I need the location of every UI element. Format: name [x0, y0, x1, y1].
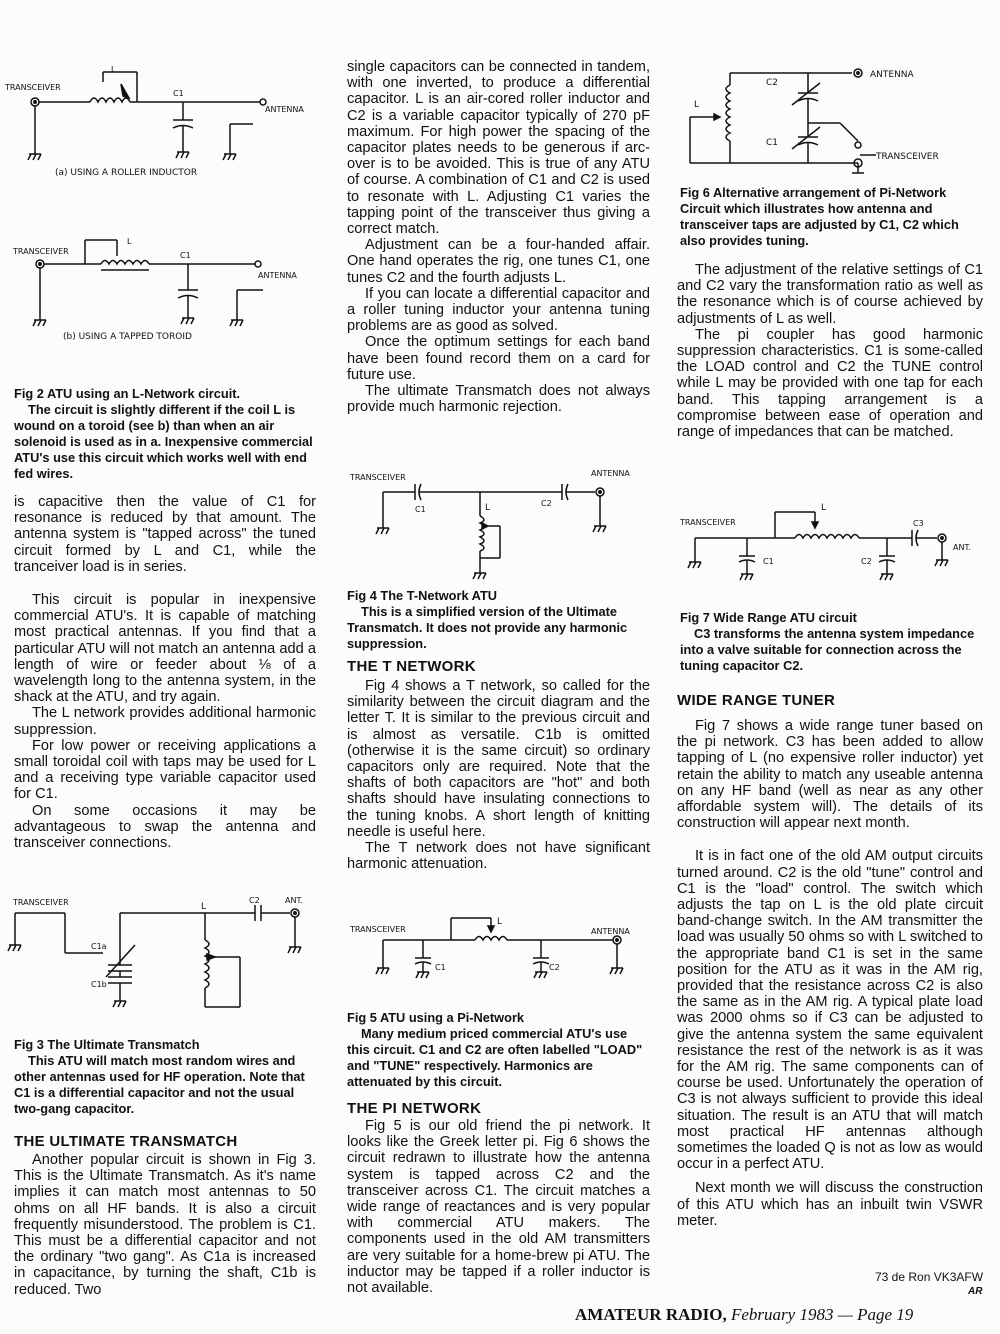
signature: 73 de Ron VK3AFW — [875, 1270, 984, 1284]
fig3-l-label: L — [201, 902, 207, 912]
ar-mark: AR — [968, 1286, 983, 1297]
paragraph: Next month we will discuss the construction of this ATU which has an inbuilt twin VSWR meter. — [677, 1180, 983, 1229]
fig3-ant-label: ANT. — [285, 896, 303, 905]
fig5-c2-label: C2 — [549, 963, 560, 972]
fig7-body: C3 transforms the antenna system impedance into a valve suitable for connection across the tuning capacitor C2. — [680, 626, 975, 673]
fig2b-l-label: L — [127, 237, 132, 246]
fig3-transceiver-label: TRANSCEIVER — [13, 898, 69, 907]
fig4-body: This is a simplified version of the Ultimate Transmatch. It does not provide any harmonic suppression. — [347, 604, 628, 651]
fig3-title: Fig 3 The Ultimate Transmatch — [14, 1037, 200, 1052]
fig5-c1-label: C1 — [435, 963, 446, 972]
wide-text — [677, 718, 983, 1229]
fig5-l-label: L — [497, 917, 503, 927]
fig4-c1-label: C1 — [415, 505, 426, 514]
paragraph: Fig 4 shows a T network, so called for the similarity between the circuit diagram and the letter T. It is similar to the previous circuit and is almost as versatile. C1b is omitted (otherwise it is the same circuit) so ordinary capacitors only are required. Note that the shafts of both capacitors are "hot" and both shafts should have insulating connections to the tuning knobs. A short length of knitting needle is useful here. — [347, 678, 650, 840]
fig7-transceiver-label: TRANSCEIVER — [680, 518, 736, 527]
paragraph: The ultimate Transmatch does not always provide much harmonic rejection. — [347, 383, 650, 416]
fig5-title: Fig 5 ATU using a Pi-Network — [347, 1010, 525, 1025]
paragraph: is capacitive then the value of C1 for resonance is reduced by that amount. The antenna system is "tapped across" the tuned circuit formed by L and C1, while the tranceiver load is in series. — [14, 494, 316, 575]
ultimate-text — [14, 1152, 316, 1298]
col1-text — [14, 494, 316, 851]
fig2a-c1-label: C1 — [173, 89, 184, 98]
fig6-l-label: L — [694, 100, 700, 110]
fig3-c1a-label: C1a — [91, 942, 107, 951]
fig6-diagram — [680, 55, 990, 180]
fig4-title: Fig 4 The T-Network ATU — [347, 588, 498, 603]
paragraph: The pi coupler has good harmonic suppression characteristics. C1 is some-called the LOAD control and C2 the TUNE control while L may be provided with one tap for each band. This tapping arrangement is a compromise between ease of operation and range of impedances that can be matched. — [677, 326, 983, 441]
paragraph: This circuit is popular in inexpensive commercial ATU's. It is capable of matching most practical antennas. If you find that a particular ATU will not match an antenna add a length of wire or feeder about ⅛ of a wavelength long to the antenna system, in the shack at the ATU, and try again. — [14, 592, 316, 706]
fig2b-c1-label: C1 — [180, 251, 191, 260]
paragraph: The L network provides additional harmonic suppression. — [14, 705, 316, 738]
fig5-diagram — [345, 912, 645, 990]
fig6-title: Fig 6 Alternative arrangement of Pi-Network — [680, 185, 947, 200]
pinet-heading: THE PI NETWORK — [347, 1100, 482, 1117]
fig3-c2-label: C2 — [249, 896, 260, 905]
fig4-l-label: L — [485, 503, 491, 513]
fig7-title: Fig 7 Wide Range ATU circuit — [680, 610, 857, 625]
fig2-title: Fig 2 ATU using an L-Network circuit. — [14, 386, 241, 401]
fig2-caption — [14, 386, 316, 482]
fig7-c2-label: C2 — [861, 557, 872, 566]
fig4-c2-label: C2 — [541, 499, 552, 508]
fig2-body: The circuit is slightly different if the coil L is wound on a toroid (see b) than when an air solenoid is used as in a. Inexpensive commercial ATU's use this circuit which works well with end fed wires. — [14, 402, 313, 481]
paragraph: Fig 5 is our old friend the pi network. It looks like the Greek letter pi. Fig 6 shows the circuit redrawn to illustrate how the antenna system is tapped across C2 and the transceiver across C1. The circuit matches a wide range of reactances and is very popular with commercial ATU makers. The components used in the old AM transmitters are very suitable for a home-brew pi ATU. The inductor may be tapped if a roller inductor is not available. — [347, 1118, 650, 1297]
fig5-body: Many medium priced commercial ATU's use this circuit. C1 and C2 are often labelled "LOAD" and "TUNE" respectively. Harmonics are attenuated by this circuit. — [347, 1026, 643, 1089]
fig4-diagram — [345, 468, 645, 586]
fig5-antenna-label: ANTENNA — [591, 927, 630, 936]
fig3-body: This ATU will match most random wires and other antennas used for HF operation. Note that C1 is a differential capacitor and not the usual two-gang capacitor. — [14, 1053, 305, 1116]
paragraph: Fig 7 shows a wide range tuner based on the pi network. C3 has been added to allow tapping of L (no expensive roller inductor) yet retain the ability to match any useable antenna on any HF band (well as near as any other affordable system will). The details of its construction will appear next month. — [677, 718, 983, 832]
fig2b-transceiver-label: TRANSCEIVER — [13, 247, 69, 256]
fig7-diagram — [675, 500, 985, 600]
ultimate-heading: THE ULTIMATE TRANSMATCH — [14, 1133, 238, 1150]
fig2a-caption: (a) USING A ROLLER INDUCTOR — [55, 168, 198, 178]
paragraph: On some occasions it may be advantageous to swap the antenna and transceiver connections. — [14, 802, 316, 852]
pinet-text — [347, 1118, 650, 1296]
fig2a-transceiver-label: TRANSCEIVER — [5, 83, 61, 92]
fig2a-diagram — [5, 62, 315, 182]
paragraph: single capacitors can be connected in tandem, with one inverted, to produce a differential capacitor. L is an air-cored roller inductor and C2 is a variable capacitor typically of 270 pF maximum. For high power the spacing of the capacitor plates needs to be generous if arc-over is to be avoided. This is true of any ATU of course. A combination of C1 and C2 is used to resonate with L. Adjusting C1 varies the tapping point of the transceiver thus giving a correct match. — [347, 59, 650, 238]
fig6-antenna-label: ANTENNA — [870, 70, 914, 80]
fig6-c2-label: C2 — [766, 78, 779, 88]
fig5-transceiver-label: TRANSCEIVER — [350, 925, 406, 934]
fig4-caption — [347, 588, 650, 652]
fig2b-antenna-label: ANTENNA — [258, 271, 297, 280]
footer-issue: February 1983 — Page 19 — [731, 1305, 914, 1324]
paragraph: Once the optimum settings for each band have been found record them on a card for future use. — [347, 334, 650, 383]
paragraph: Adjustment can be a four-handed affair. One hand operates the rig, one tunes C1, one tunes C2 and the fourth adjusts L. — [347, 237, 650, 286]
fig3-caption — [14, 1037, 316, 1117]
footer-magazine: AMATEUR RADIO, — [575, 1305, 727, 1324]
tnet-text — [347, 678, 650, 872]
fig7-c3-label: C3 — [913, 519, 924, 528]
fig2b-caption: (b) USING A TAPPED TOROID — [63, 332, 192, 342]
page-footer — [575, 1305, 990, 1325]
paragraph: It is in fact one of the old AM output circuits turned around. C2 is the old "tune" control and C1 is the "load" control. The switch which adjusts the tap on L is the old plate circuit band-change switch. In the AM transmitter the load was usually 50 ohms so with L switched to the appropriate band C1 is set in the same position for the ATU as it was in the AM rig, provided that the resistance across C2 is also the same as in the AM rig. A typical plate load was 2000 ohms so if C3 can be adjusted to give the antenna system the same equivalent resistance the rest of the network is as it was for the AM rig. The same components can of course be used. Unfortunately the operation of C3 is not always sufficient to provide this ideal situation. The result is an ATU that will match most practical HF antennas although sometimes the loaded Q is not as low as would occur in a perfect ATU. — [677, 848, 983, 1173]
fig6-c1-label: C1 — [766, 138, 779, 148]
col3-text — [677, 262, 983, 440]
paragraph: The adjustment of the relative settings of C1 and C2 vary the transformation ratio as well as the resonance which is of course achieved by adjustments of L as well. — [677, 262, 983, 327]
fig6-transceiver-label: TRANSCEIVER — [876, 152, 939, 162]
paragraph: Another popular circuit is shown in Fig 3. This is the Ultimate Transmatch. As it's name implies it can match most antennas to 50 ohms on all HF bands. It is also a circuit frequently misunderstood. The problem is C1. This must be a differential capacitor and not the ordinary "two gang". As C1a is increased in capacitance, by turning the shaft, C1b is reduced. Two — [14, 1152, 316, 1298]
fig4-transceiver-label: TRANSCEIVER — [350, 473, 406, 482]
fig7-c1-label: C1 — [763, 557, 774, 566]
fig7-caption — [680, 610, 983, 674]
fig7-l-label: L — [821, 503, 827, 513]
fig3-diagram — [5, 895, 320, 1030]
wide-heading: WIDE RANGE TUNER — [677, 692, 836, 709]
fig7-ant-label: ANT. — [953, 543, 971, 552]
tnet-heading: THE T NETWORK — [347, 658, 476, 675]
fig2b-diagram — [5, 232, 315, 347]
fig2a-antenna-label: ANTENNA — [265, 105, 304, 114]
paragraph: For low power or receiving applications a small toroidal coil with taps may be used for L and a receiving type variable capacitor used for C1. — [14, 737, 316, 803]
paragraph: If you can locate a differential capacitor and a roller tuning inductor your antenna tuning problems are as good as solved. — [347, 285, 650, 335]
fig5-caption — [347, 1010, 650, 1090]
fig2a-l-label: L — [111, 65, 116, 74]
col2-text — [347, 59, 650, 415]
fig6-caption — [680, 185, 983, 249]
fig4-antenna-label: ANTENNA — [591, 469, 630, 478]
fig6-body: Circuit which illustrates how antenna and transceiver taps are adjusted by C1, C2 which also provides tuning. — [680, 201, 959, 248]
paragraph: The T network does not have significant harmonic attenuation. — [347, 840, 650, 873]
fig3-c1b-label: C1b — [91, 980, 107, 989]
